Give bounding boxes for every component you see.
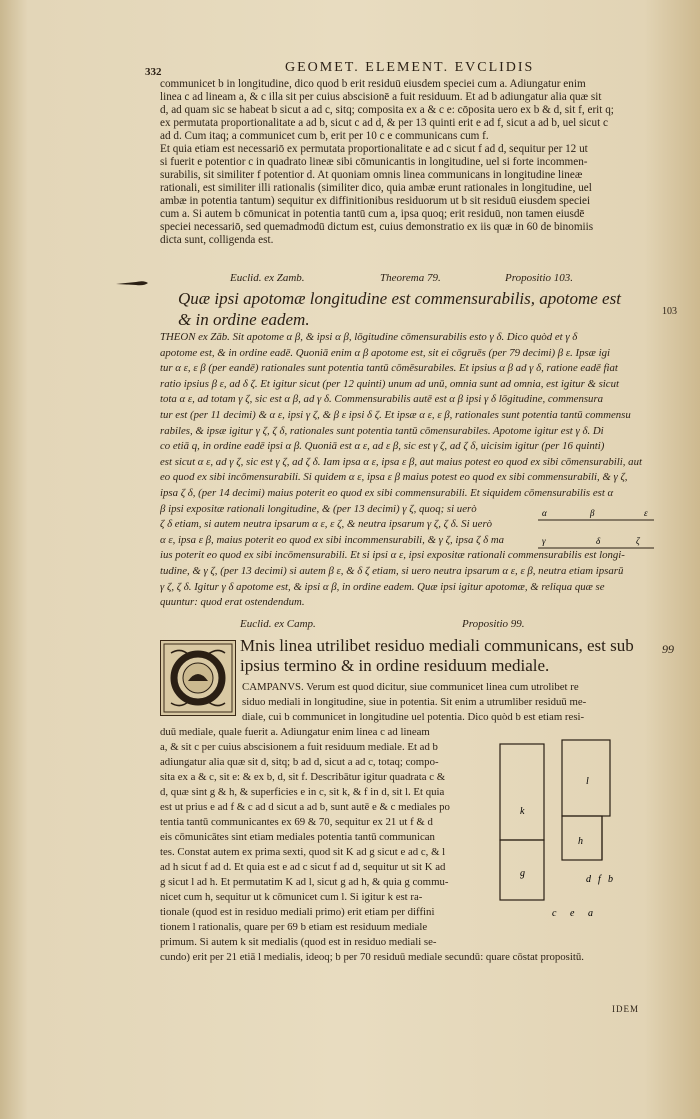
running-title: GEOMET. ELEMENT. EVCLIDIS (285, 60, 535, 75)
text-line: communicet b in longitudine, dico quod b erit residuū eiusdem speciei cum a. Adiungatur enim (160, 78, 586, 90)
text-line: ex permutata proportionalitate a ad b, sicut c ad d, & per 13 quinti erit e ad f, sicut a ad b, uel sicut c (160, 117, 608, 129)
label-b: b (608, 874, 613, 885)
text-line: THEON ex Zāb. Sit apotome α β, & ipsi α β, lōgitudine cōmensurabilis esto γ δ. Dico quòd et γ δ (160, 331, 578, 343)
label-l: l (586, 776, 589, 787)
text-line: tionale (quod est in residuo mediali primo) erit etiam per diffini (160, 906, 435, 918)
ornament-initial-icon (161, 641, 235, 715)
text-line: eo quod ex sibi incōmensurabili. Si quidem α ε, ipsa ε β maius potest eo quod ex sibi commensurabili, & γ ζ, (160, 471, 628, 484)
squares-figure (494, 738, 614, 928)
text-line: cundo) erit per 21 etiā l medialis, ideoq; b per 70 residuū mediale secundū: quare cōstat propositū. (160, 951, 584, 963)
camp-source-label: Euclid. ex Camp. (240, 618, 316, 630)
heading-line: & in ordine eadem. (178, 310, 310, 329)
heading-line: Quæ ipsi apotomæ longitudine est commensurabilis, apotome est (178, 289, 621, 308)
campanus-demonstration (160, 725, 490, 950)
opening-paragraph (160, 78, 658, 247)
catchword: IDEM (612, 1004, 639, 1014)
page-header (145, 58, 545, 80)
text-line: est sicut α ε, ad γ ζ, sic est γ ζ, ad ζ δ. Iam ipsa α ε, ipsa ε β, aut maius potest eo quod ex sibi cōmensurabili, aut (160, 455, 642, 468)
text-line: α ε, ipsa ε β, maius poterit eo quod ex sibi incommensurabili, & γ ζ, ipsa ζ δ ma (160, 533, 505, 546)
label-epsilon: ε (644, 508, 648, 518)
text-line: cum a. Si autem b cōmunicat in potentia tantū cum a, ipsa quoq; erit residuū, non tamen eiusdē (160, 208, 585, 220)
text-line: Et quia etiam est necessariō ex permutata proportionalitate e ad c sicut f ad d, sequitur per 12 ut (160, 143, 588, 155)
text-line: primum. Si autem k sit medialis (quod est in residuo mediali se- (160, 936, 437, 948)
text-line: ad h sicut f ad d. Et quia est e ad c sicut f ad d, sequitur ut sit K ad (160, 861, 446, 873)
zamb-source-label: Euclid. ex Zamb. (230, 272, 305, 284)
label-a: a (588, 908, 593, 919)
line-segment-diagram (536, 508, 656, 554)
text-line: ambæ in potentia tantum) sequitur ex diffinitionibus residuorum ut b sit residuū eiusdem speciei (160, 195, 591, 207)
text-line: nicet cum h, sequitur ut k cōmunicet cum l. Si igitur k est ra- (160, 891, 423, 903)
text-line: co etiā q, in ordine eadē ipsi α β. Quoniā est α ε, ad ε β, sic est γ ζ, ad ζ δ, uicisim igitur (per 16 quinti) (160, 440, 605, 453)
text-line: γ ζ, ζ δ. Igitur γ δ apotome est, & ipsi α β, in ordine eadem. Quæ ipsi igitur apotomæ, & reliqua quæ se (160, 580, 605, 593)
label-g: g (520, 868, 525, 879)
text-line: apotome est, & in ordine eadē. Quoniā enim α β apotome est, sit ei cōgruēs (per 79 decimi) β ε. Ipsæ igi (160, 346, 610, 359)
text-line: si fuerit e potentior c in quadrato lineæ sibi cōmunicantis in longitudine, uel si forte incommen- (160, 156, 588, 168)
text-line: CAMPANVS. Verum est quod dicitur, siue communicet linea cum utrolibet re (242, 681, 579, 693)
text-line: ζ δ etiam, si autem neutra ipsarum α ε, ε ζ, & neutra ipsarum γ ζ, ζ δ. Si uerò (160, 518, 493, 531)
text-line: rationali, est similiter illi rationalis (similiter dico, quia ambæ erunt rationales in longitudine, uel (160, 182, 592, 194)
text-line: β ipsi expositæ rationali longitudine, & (per 13 decimi) γ ζ, quoq; si uerò (160, 502, 477, 515)
text-line: adiungatur alia quæ sit d, sitq; b ad d, sicut a ad c, totaq; compo- (160, 756, 439, 768)
text-line: rabiles, & ipsæ igitur γ ζ, ζ δ, rationales sunt potentia tantū cōmensurabiles. Apotome igitur est γ δ. Di (160, 424, 604, 437)
proposition-99-heading (240, 636, 660, 676)
text-line: d, quæ sint g & h, & superficies e in c, sit k, & f in d, sit l. Et quia (160, 786, 445, 798)
text-line: diale, cui b communicet in longitudine uel potentia. Dico quòd b est etiam resi- (242, 711, 585, 723)
text-line: tota α ε, ad totam γ ζ, sic est α β, ad γ δ. Commensurabilis autē est α β ipsi γ δ lōgitudine, commensura (160, 393, 604, 406)
label-alpha: α (542, 508, 547, 518)
concluding-line (160, 950, 658, 965)
proposition-103-heading (178, 288, 658, 330)
label-delta: δ (596, 536, 601, 546)
label-gamma: γ (542, 536, 546, 546)
text-line: g sicut l ad h. Et permutatim K ad l, sicut g ad h, & quia g commu- (160, 876, 449, 888)
label-beta: β (590, 508, 595, 518)
text-line: ad d. Cum itaq; a communicet cum b, erit per 10 c e communicans cum f. (160, 130, 489, 142)
theorem-number: Theorema 79. (380, 272, 441, 284)
text-line: tentia tantū communicantes ex 69 & 70, sequitur ex 21 ut f & d (160, 816, 433, 828)
label-d: d (586, 874, 591, 885)
decorated-initial-o (160, 640, 236, 716)
heading-line: ipsius termino & in ordine residuum mediale. (240, 656, 550, 675)
text-line: a, & sit c per cuius abscisionem a fuit residuum mediale. Et ad b (160, 741, 438, 753)
label-c: c (552, 908, 557, 919)
manicule-icon (114, 276, 150, 290)
text-line: speciei necessariō, sed quemadmodū dictum est, cuius demonstratio ex iis quæ in 60 de binomiis (160, 221, 594, 233)
text-line: duū mediale, quale fuerit a. Adiungatur enim linea c ad lineam (160, 726, 430, 738)
heading-line: Mnis linea utrilibet residuo mediali communicans, est sub (240, 636, 634, 655)
text-line: ratio ipsius β ε, ad δ ζ. Et igitur sicut (per 12 quinti) unum ad unū, omnia sunt ad omnia, est igitur & sicut (160, 377, 619, 390)
page-number: 332 (145, 66, 162, 78)
label-zeta: ζ (636, 536, 640, 546)
text-line: surabilis, sit similiter f potentior d. At quoniam omnis linea communicans in longitudine lineæ (160, 169, 583, 181)
text-line: linea c ad lineam a, & c illa sit per cuius abscisionē a fuit residuum. Et ad b adiungatur alia quæ sit (160, 91, 602, 103)
campanus-opening (242, 680, 658, 725)
text-line: tionem l rationalis, quare per 69 b etiam est residuum mediale (160, 921, 428, 933)
theon-demonstration (160, 330, 656, 611)
theorem-label-row (230, 272, 650, 288)
proposition-99-number: Propositio 99. (462, 618, 525, 630)
campanus-label-row (230, 618, 650, 634)
text-line: est ut prius e ad f & c ad d sicut a ad b, sunt autē e & c mediales po (160, 801, 450, 813)
text-line: d, ad quam sic se habeat b sicut a ad c, sitq; composita ex a & c e: cōposita uero ex b & d, sit f, erit q; (160, 104, 614, 116)
margin-number-103: 103 (662, 306, 677, 317)
margin-number-99: 99 (662, 642, 674, 656)
label-f: f (598, 874, 601, 885)
text-line: dicta sunt, colligenda est. (160, 234, 274, 246)
label-k: k (520, 806, 525, 817)
text-line: ipsa ζ δ, (per 14 decimi) maius poterit eo quod ex sibi commensurabili. Et siquidem cōmensurabilis est α (160, 486, 614, 499)
text-line: siduo mediali in longitudine, siue in potentia. Sit enim a utrumliber residuū me- (242, 696, 587, 708)
label-h: h (578, 836, 583, 847)
label-e: e (570, 908, 575, 919)
text-line: eis cōmunicātes sint etiam mediales potentia tantū communican (160, 831, 435, 843)
text-line: tes. Constat autem ex prima sexti, quod sit K ad g sicut e ad c, & l (160, 846, 446, 858)
text-line: tur est (per 11 decimi) & α ε, ipsi γ ζ, & β ε ipsi δ ζ. Et ipsæ α ε, ε β, rationales sunt potentia tantū commensu (160, 408, 631, 421)
text-line: ius poterit eo quod ex sibi incōmensurabili. Et si ipsi α ε, ipsi expositæ rationali commensurabilis est longi- (160, 549, 625, 562)
text-line: tudine, & γ ζ, (per 13 decimi) si autem β ε, & δ ζ etiam, si uero neutra ipsarum α ε, ε β, neutra etiam ipsarū (160, 564, 624, 577)
text-line: sita ex a & c, sit e: & ex b, d, sit f. Describātur igitur quadrata c & (160, 771, 446, 783)
text-line: quuntur: quod erat ostendendum. (160, 596, 305, 609)
text-line: tur α ε, ε β (per eandē) rationales sunt potentia tantū cōmēsurabiles. Et ipsius α β ad γ δ, ratione eadē fiat (160, 362, 618, 375)
proposition-number: Propositio 103. (505, 272, 574, 284)
